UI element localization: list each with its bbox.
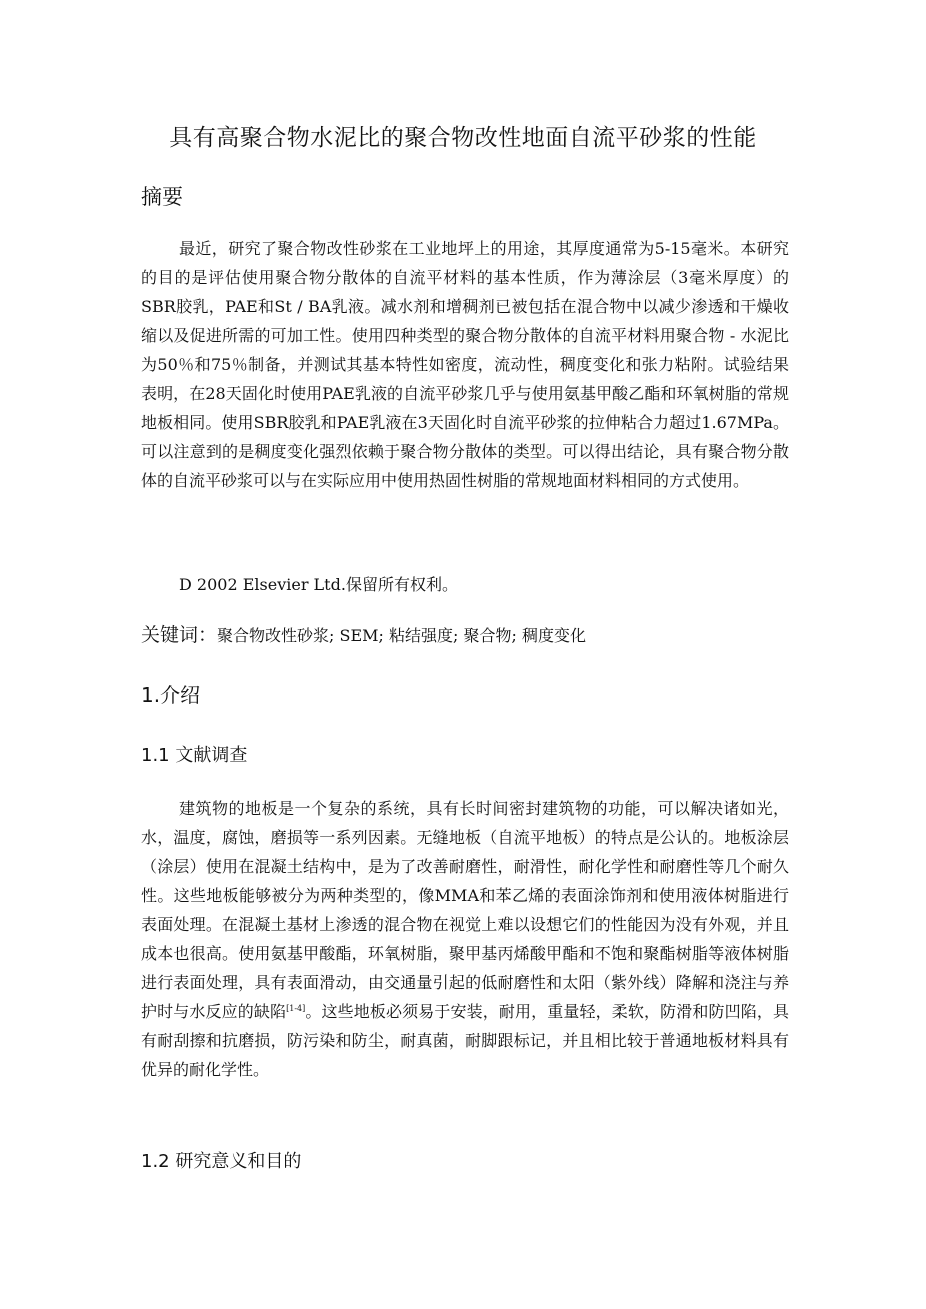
section-1-heading: 1.介绍 [141, 683, 201, 707]
keywords-text: 聚合物改性砂浆; SEM; 粘结强度; 聚合物; 稠度变化 [217, 626, 586, 645]
keywords-line [141, 620, 586, 652]
abstract-paragraph: 最近，研究了聚合物改性砂浆在工业地坪上的用途，其厚度通常为5-15毫米。本研究的目的是评估使用聚合物分散体的自流平材料的基本性质，作为薄涂层（3毫米厚度）的SBR胶乳，PAE和St / BA乳液。减水剂和增稠剂已被包括在混合物中以减少渗透和干燥收缩以及促进所需的可加工性。使用四种类型的聚合物分散体的自流平材料用聚合物 - 水泥比为50％和75％制备，并测试其基本特性如密度，流动性，稠度变化和张力粘附。试验结果表明，在28天固化时使用PAE乳液的自流平砂浆几乎与使用氨基甲酸乙酯和环氧树脂的常规地板相同。使用SBR胶乳和PAE乳液在3天固化时自流平砂浆的拉伸粘合力超过1.67MPa。可以注意到的是稠度变化强烈依赖于聚合物分散体的类型。可以得出结论，具有聚合物分散体的自流平砂浆可以与在实际应用中使用热固性树脂的常规地面材料相同的方式使用。 [141, 239, 789, 490]
abstract-body [141, 234, 789, 495]
literature-text-part-2: 。这些地板必须易于安装，耐用，重量轻，柔软，防滑和防凹陷，具有耐刮擦和抗磨损，防污染和防尘，耐真菌，耐脚跟标记，并且相比较于普通地板材料具有优异的耐化学性。 [141, 1002, 789, 1079]
citation-reference: [1-4] [286, 1004, 306, 1013]
section-1-2-heading: 1.2 研究意义和目的 [141, 1151, 302, 1172]
copyright-notice: D 2002 Elsevier Ltd.保留所有权利。 [179, 575, 458, 594]
abstract-heading: 摘要 [141, 185, 183, 209]
keywords-label: 关键词： [141, 624, 218, 646]
section-1-1-heading: 1.1 文献调查 [141, 745, 248, 766]
document-title: 具有高聚合物水泥比的聚合物改性地面自流平砂浆的性能 [169, 125, 757, 151]
literature-text-part-1: 建筑物的地板是一个复杂的系统，具有长时间密封建筑物的功能，可以解决诸如光，水，温度，腐蚀，磨损等一系列因素。无缝地板（自流平地板）的特点是公认的。地板涂层（涂层）使用在混凝土结构中，是为了改善耐磨性，耐滑性，耐化学性和耐磨性等几个耐久性。这些地板能够被分为两种类型的，像MMA和苯乙烯的表面涂饰剂和使用液体树脂进行表面处理。在混凝土基材上渗透的混合物在视觉上难以设想它们的性能因为没有外观，并且成本也很高。使用氨基甲酸酯，环氧树脂，聚甲基丙烯酸甲酯和不饱和聚酯树脂等液体树脂进行表面处理，具有表面滑动，由交通量引起的低耐磨性和太阳（紫外线）降解和浇注与养护时与水反应的缺陷 [141, 799, 789, 1021]
literature-paragraph [141, 794, 789, 1084]
literature-survey-body [141, 794, 789, 1084]
